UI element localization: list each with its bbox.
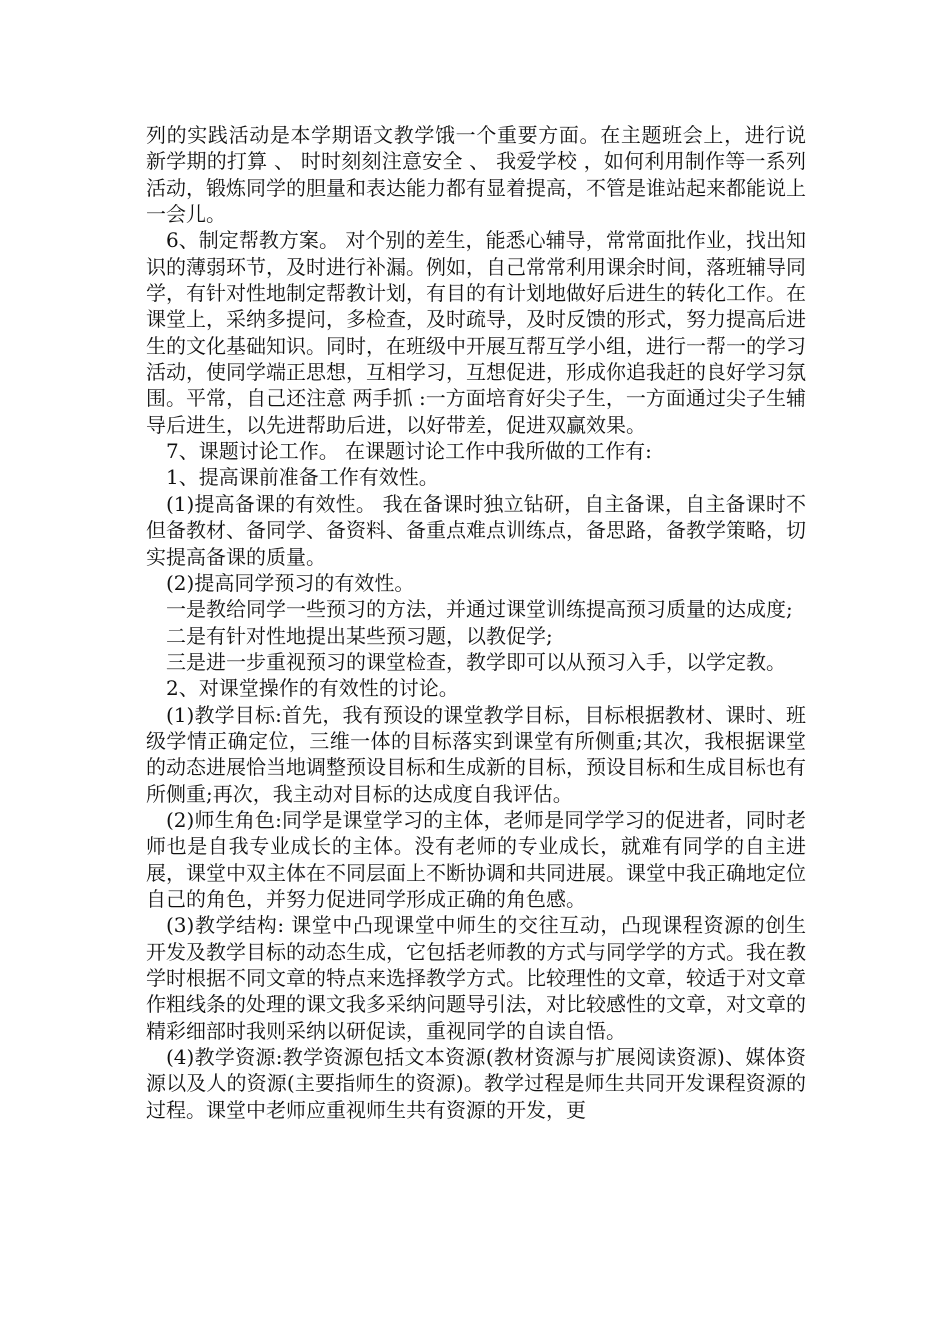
- document-body: [146, 122, 806, 1123]
- paragraph-8: 二是有针对性地提出某些预习题，以教促学;: [166, 623, 553, 648]
- paragraph-10: 2、对课堂操作的有效性的讨论。: [166, 676, 459, 701]
- paragraph-7: 一是教给同学一些预习的方法，并通过课堂训练提高预习质量的达成度;: [166, 597, 793, 622]
- paragraph-3: 7、课题讨论工作。 在课题讨论工作中我所做的工作有:: [166, 439, 652, 464]
- paragraph-14: (4)教学资源:教学资源包括文本资源(教材资源与扩展阅读资源)、媒体资源以及人的资源(主要指师生的资源)。教学过程是师生共同开发课程资源的过程。课堂中老师应重视师生共有资源的开发，更: [146, 1045, 806, 1122]
- paragraph-4: 1、提高课前准备工作有效性。: [166, 465, 439, 490]
- paragraph-12: (2)师生角色:同学是课堂学习的主体，老师是同学学习的促进者，同时老师也是自我专业成长的主体。没有老师的专业成长，就难有同学的自主进展，课堂中双主体在不同层面上不断协调和共同进展。课堂中我正确地定位自己的角色，并努力促进同学形成正确的角色感。: [146, 807, 806, 911]
- paragraph-5: (1)提高备课的有效性。 我在备课时独立钻研，自主备课，自主备课时不但备教材、备同学、备资料、备重点难点训练点，备思路，备教学策略，切实提高备课的质量。: [146, 491, 806, 569]
- paragraph-9: 三是进一步重视预习的课堂检查，教学即可以从预习入手，以学定教。: [166, 649, 786, 674]
- paragraph-6: (2)提高同学预习的有效性。: [166, 570, 415, 595]
- paragraph-2: 6、制定帮教方案。 对个别的差生，能悉心辅导，常常面批作业，找出知识的薄弱环节，及时进行补漏。例如，自己常常利用课余时间，落班辅导同学，有针对性地制定帮教计划，有目的有计划地做好后进生的转化工作。在课堂上，采纳多提问，多检查，及时疏导，及时反馈的形式，努力提高后进生的文化基础知识。同时，在班级中开展互帮互学小组，进行一帮一的学习活动，使同学端正思想，互相学习，互想促进，形成你追我赶的良好学习氛围。平常，自己还注意 两手抓 :一方面培育好尖子生，一方面通过尖子生辅导后进生，以先进帮助后进，以好带差，促进双赢效果。: [146, 228, 806, 437]
- paragraph-13: (3)教学结构: 课堂中凸现课堂中师生的交往互动，凸现课程资源的创生开发及教学目标的动态生成，它包括老师教的方式与同学学的方式。我在教学时根据不同文章的特点来选择教学方式。比较理性的文章，较适于对文章作粗线条的处理的课文我多采纳问题导引法，对比较感性的文章，对文章的精彩细部时我则采纳以研促读，重视同学的自读自悟。: [146, 913, 806, 1043]
- paragraph-1: 列的实践活动是本学期语文教学饿一个重要方面。在主题班会上，进行说 新学期的打算 、 时时刻刻注意安全 、 我爱学校 ，如何利用制作等一系列活动，锻炼同学的胆量和表达能力都有显着提高，不管是谁站起来都能说上一会儿。: [146, 123, 806, 227]
- paragraph-11: (1)教学目标:首先，我有预设的课堂教学目标，目标根据教材、课时、班级学情正确定位，三维一体的目标落实到课堂有所侧重;其次，我根据课堂的动态进展恰当地调整预设目标和生成新的目标，预设目标和生成目标也有所侧重;再次，我主动对目标的达成度自我评估。: [146, 702, 806, 806]
